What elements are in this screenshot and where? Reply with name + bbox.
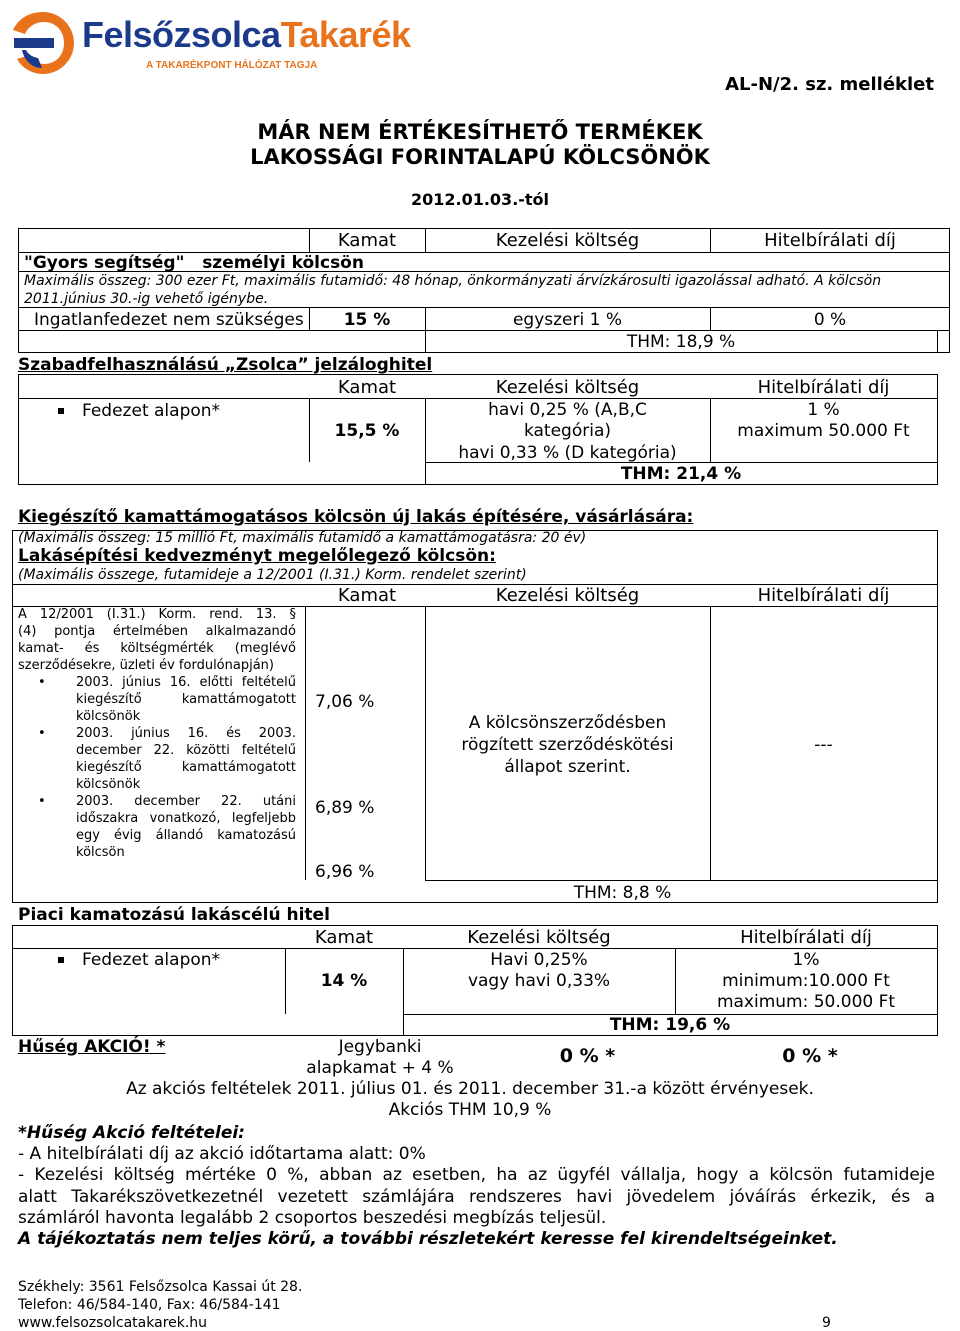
piaci-hit-1: 1% — [792, 950, 820, 970]
kieg-note: (Maximális összeg: 15 millió Ft, maximális futamidő a kamattámogatásra: 20 év) — [18, 530, 587, 546]
lakas-kez-3: állapot szerint. — [504, 757, 631, 777]
page-title-1: MÁR NEM ÉRTÉKESÍTHETŐ TERMÉKEK — [257, 120, 703, 144]
lakas-thm: THM: 8,8 % — [573, 883, 672, 903]
piaci-kez-1: Havi 0,25% — [490, 950, 588, 970]
gyors-row-label: Ingatlanfedezet nem szükséges — [34, 310, 304, 330]
gyors-hitelbiralati: 0 % — [813, 310, 847, 330]
kieg-title: Kiegészítő kamattámogatásos kölcsön új lakás építésére, vásárlására: — [18, 507, 694, 527]
lakas-bullets — [16, 674, 296, 861]
lakas-title: Lakásépítési kedvezményt megelőlegező kölcsön: — [18, 546, 496, 566]
szabad-title: Szabadfelhasználású „Zsolca” jelzáloghitel — [18, 355, 433, 375]
lakas-bullet-3: • 2003. december 22. utáni időszakra vonatkozó, legfeljebb egy évig állandó kamatozású kölcsön — [16, 793, 296, 861]
lakas-hit: --- — [814, 735, 833, 755]
piaci-thm: THM: 19,6 % — [609, 1015, 731, 1035]
szabad-row-label: Fedezet alapon* — [82, 401, 221, 421]
szabad-col-kamat: Kamat — [337, 377, 397, 398]
logo — [8, 6, 411, 80]
footer-website[interactable]: www.felsozsolcatakarek.hu — [18, 1315, 208, 1331]
huseg-validity: Az akciós feltételek 2011. július 01. és 2011. december 31.-a között érvényesek. — [126, 1079, 814, 1099]
lakas-intro-2: (4) pontja értelmében alkalmazandó kamat- és költségmérték (meglévő szerződésekre, üzleti év fordulónapján) — [18, 624, 296, 673]
lakas-intro — [18, 606, 296, 861]
page-title-2: LAKOSSÁGI FORINTALAPÚ KÖLCSÖNÖK — [250, 145, 710, 169]
lakas-col-kamat: Kamat — [337, 585, 397, 606]
lakas-col-hitelbiralati: Hitelbírálati díj — [757, 585, 890, 606]
gyors-title: "Gyors segítség" személyi kölcsön — [24, 253, 364, 273]
szabad-col-kezelesi: Kezelési költség — [495, 377, 640, 398]
lakas-kamat-2: 6,89 % — [315, 798, 375, 818]
szabad-row — [58, 401, 220, 421]
logo-brand-b: Takarék — [280, 14, 411, 55]
piaci-col-kezelesi: Kezelési költség — [467, 927, 611, 948]
huseg-kamat-2: alapkamat + 4 % — [306, 1058, 454, 1078]
szabad-kez-2: kategória) — [523, 421, 612, 441]
lakas-intro-1: A 12/2001 (I.31.) Korm. rend. 13. § — [18, 607, 296, 622]
piaci-title: Piaci kamatozású lakáscélú hitel — [18, 905, 330, 925]
szabad-col-hitelbiralati: Hitelbírálati díj — [757, 377, 890, 398]
lakas-kamat-1: 7,06 % — [315, 692, 375, 712]
piaci-hit-2: minimum:10.000 Ft — [722, 971, 890, 991]
cond-line-2a: - Kezelési költség mértéke 0 %, abban az esetben, ha az ügyfél vállalja, hogy a kölcsön futamideje — [18, 1165, 935, 1185]
col-header-kezelesi: Kezelési költség — [495, 230, 640, 251]
cond-title: *Hűség Akció feltételei: — [18, 1123, 245, 1143]
szabad-hit-2: maximum 50.000 Ft — [737, 421, 910, 441]
lakas-bullet-2: • 2003. június 16. és 2003. december 22. közötti feltételű kiegészítő kamattámogatott kölcsönök — [16, 725, 296, 793]
szabad-kez-1: havi 0,25 % (A,B,C — [488, 400, 647, 420]
lakas-bullet-1: • 2003. június 16. előtti feltételű kiegészítő kamattámogatott kölcsönök — [16, 674, 296, 725]
piaci-kez-2: vagy havi 0,33% — [467, 971, 611, 991]
logo-emblem-icon — [8, 8, 78, 78]
col-header-hitelbiralati: Hitelbírálati díj — [764, 230, 896, 251]
cond-line-1: - A hitelbírálati díj az akció időtartama alatt: 0% — [18, 1144, 426, 1164]
date-label: 2012.01.03.-tól — [410, 190, 550, 209]
annex-label: AL-N/2. sz. melléklet — [725, 74, 934, 95]
lakas-kamat-3: 6,96 % — [315, 862, 375, 882]
huseg-label: Hűség AKCIÓ! * — [18, 1037, 166, 1057]
piaci-row — [58, 950, 220, 970]
gyors-kezelesi: egyszeri 1 % — [512, 310, 623, 330]
footer-address: Székhely: 3561 Felsőzsolca Kassai út 28. — [18, 1279, 303, 1295]
huseg-thm: Akciós THM 10,9 % — [388, 1100, 552, 1120]
lakas-note: (Maximális összege, futamideje a 12/2001 (I.31.) Korm. rendelet szerint) — [18, 567, 527, 583]
piaci-col-hitelbiralati: Hitelbírálati díj — [740, 927, 872, 948]
footer-contact: Telefon: 46/584-140, Fax: 46/584-141 — [18, 1297, 281, 1313]
cond-line-2c: számláról havonta legalább 2 csoportos beszedési megbízás teljesül. — [18, 1208, 607, 1228]
col-header-kamat: Kamat — [337, 230, 397, 251]
szabad-kez-3: havi 0,33 % (D kategória) — [458, 443, 677, 463]
gyors-kamat: 15 % — [343, 310, 391, 330]
lakas-kez-1: A kölcsönszerződésben — [468, 713, 667, 733]
gyors-thm: THM: 18,9 % — [626, 332, 736, 352]
lakas-col-kezelesi: Kezelési költség — [495, 585, 640, 606]
huseg-hitelbiralati: 0 % * — [782, 1045, 838, 1067]
huseg-kezelesi: 0 % * — [559, 1045, 616, 1067]
bullet-square-icon — [58, 408, 64, 414]
logo-tagline: A TAKARÉKPONT HÁLÓZAT TAGJA — [146, 60, 318, 71]
szabad-hit-1: 1 % — [807, 400, 840, 420]
gyors-note-2: 2011.június 30.-ig vehető igénybe. — [24, 291, 269, 307]
gyors-note-1: Maximális összeg: 300 ezer Ft, maximális futamidő: 48 hónap, önkormányzati árvízkárosulti igazolással adható. A kölcsön — [24, 273, 882, 289]
szabad-kamat: 15,5 % — [334, 421, 400, 441]
huseg-kamat-1: Jegybanki — [338, 1037, 422, 1057]
lakas-kez-2: rögzített szerződéskötési — [461, 735, 674, 755]
piaci-hit-3: maximum: 50.000 Ft — [716, 992, 896, 1012]
szabad-thm: THM: 21,4 % — [620, 464, 742, 484]
page-number: 9 — [822, 1315, 831, 1331]
piaci-col-kamat: Kamat — [314, 927, 374, 948]
piaci-row-label: Fedezet alapon* — [82, 950, 221, 970]
piaci-kamat: 14 % — [320, 971, 368, 991]
bullet-square-icon — [58, 957, 64, 963]
logo-brand-a: Felsőzsolca — [82, 14, 281, 55]
cond-line-2b: alatt Takarékszövetkezetnél vezetett számlájára rendszeres havi jövedelem jóváírás érkezik, és a — [18, 1187, 935, 1207]
cond-final: A tájékoztatás nem teljes körű, a további részletekért keresse fel kirendeltségeinket. — [18, 1229, 838, 1249]
